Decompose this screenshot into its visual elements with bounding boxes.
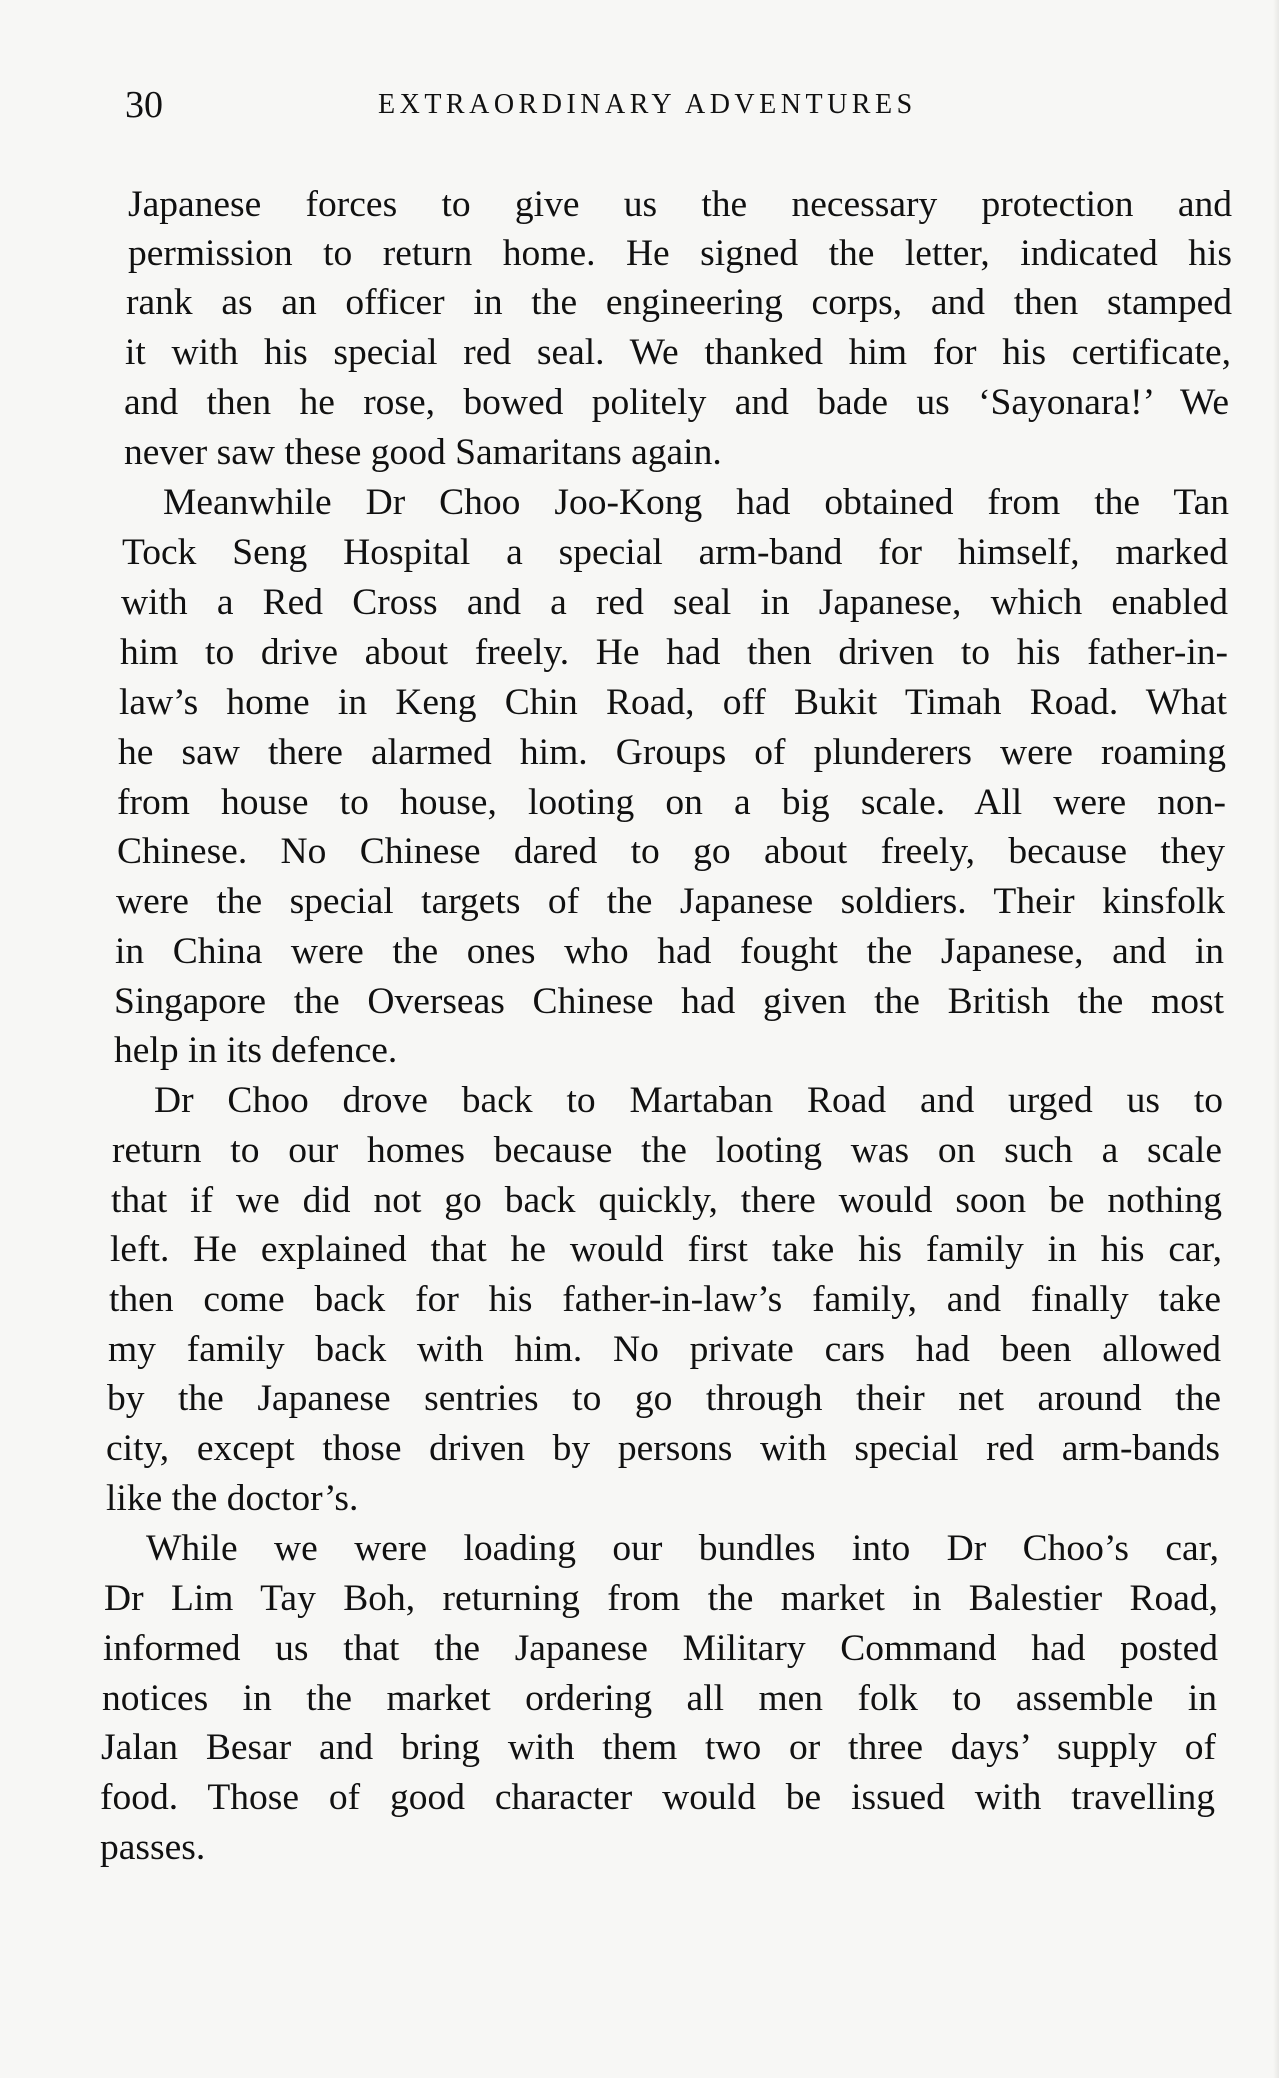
text-line: food. Those of good character would be issued with travelling [100,1777,1215,1818]
text-line: help in its defence. [114,1030,398,1071]
text-line: him to drive about freely. He had then driven to his father-in- [120,632,1228,673]
page-number: 30 [125,84,163,126]
text-line: Chinese. No Chinese dared to go about freely, because they [117,831,1225,872]
text-line: like the doctor’s. [106,1478,359,1519]
running-title: EXTRAORDINARY ADVENTURES [378,89,917,120]
text-line: he saw there alarmed him. Groups of plunderers were roaming [118,732,1226,773]
text-line: return to our homes because the looting was on such a scale [112,1130,1222,1171]
text-line: passes. [100,1827,206,1868]
text-line: with a Red Cross and a red seal in Japanese, which enabled [121,582,1228,623]
text-line: law’s home in Keng Chin Road, off Bukit Timah Road. What [119,682,1227,723]
paragraph-first-line: While we were loading our bundles into Dr Choo’s car, [146,1528,1219,1569]
text-line: in China were the ones who had fought the Japanese, and in [115,931,1224,972]
text-line: and then he rose, bowed politely and bade us ‘Sayonara!’ We [124,382,1229,423]
text-line: informed us that the Japanese Military Command had posted [103,1628,1218,1669]
text-line: then come back for his father-in-law’s family, and finally take [109,1279,1221,1320]
text-line: Jalan Besar and bring with them two or three days’ supply of [101,1727,1216,1768]
text-line: permission to return home. He signed the letter, indicated his [128,233,1232,274]
text-line: from house to house, looting on a big scale. All were non- [117,782,1226,823]
text-line: Dr Lim Tay Boh, returning from the market in Balestier Road, [104,1578,1218,1619]
page-edge [1273,0,1279,2078]
text-line: my family back with him. No private cars had been allowed [108,1329,1221,1370]
text-line: Tock Seng Hospital a special arm-band for himself, marked [122,532,1228,573]
text-line: never saw these good Samaritans again. [124,432,722,473]
text-line: city, except those driven by persons with special red arm-bands [106,1428,1220,1469]
text-line: Singapore the Overseas Chinese had given the British the most [114,981,1224,1022]
paragraph-first-line: Dr Choo drove back to Martaban Road and urged us to [154,1080,1223,1121]
text-line: were the special targets of the Japanese soldiers. Their kinsfolk [116,881,1225,922]
text-line: it with his special red seal. We thanked him for his certificate, [125,332,1231,373]
text-line: notices in the market ordering all men folk to assemble in [102,1678,1217,1719]
text-line: that if we did not go back quickly, there would soon be nothing [111,1180,1222,1221]
running-head [125,80,1005,130]
text-line: rank as an officer in the engineering corps, and then stamped [126,282,1232,323]
text-line: Japanese forces to give us the necessary protection and [128,184,1232,225]
text-line: left. He explained that he would first take his family in his car, [110,1229,1222,1270]
text-line: by the Japanese sentries to go through their net around the [107,1378,1221,1419]
paragraph-first-line: Meanwhile Dr Choo Joo-Kong had obtained from the Tan [163,482,1229,523]
